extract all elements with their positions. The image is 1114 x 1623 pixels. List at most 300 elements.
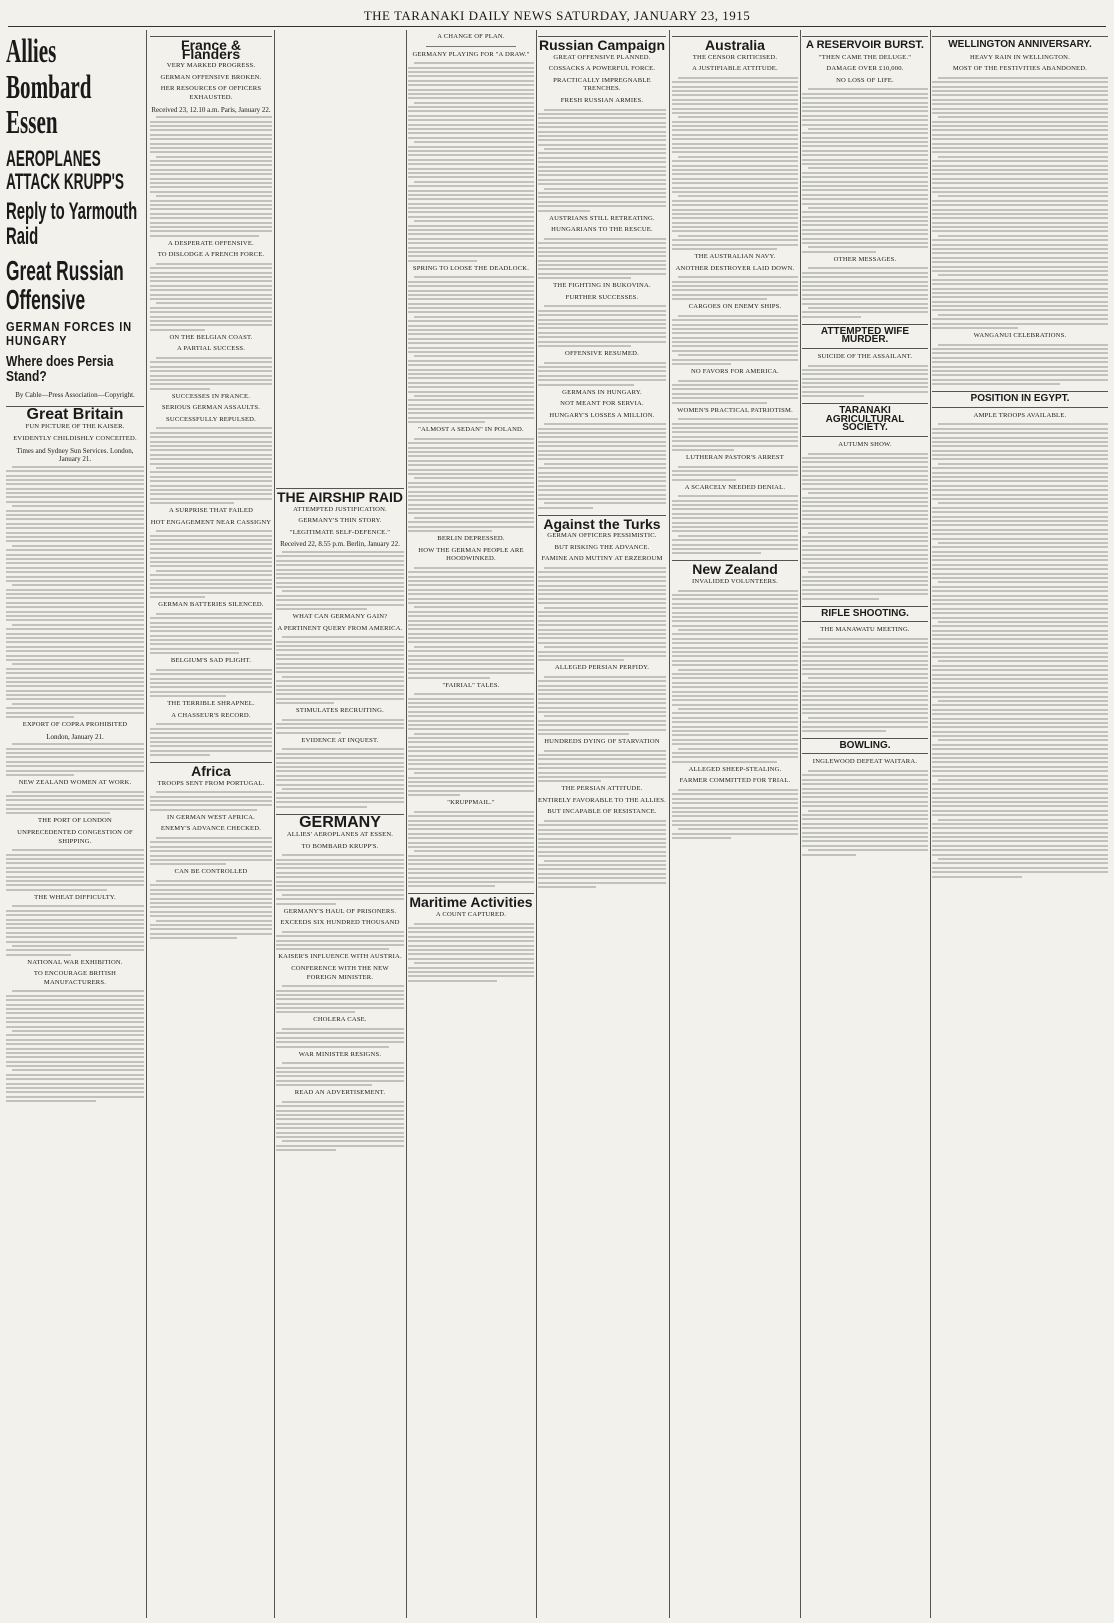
text-line <box>932 568 1108 570</box>
text-line <box>538 319 666 321</box>
subheading: IN GERMAN WEST AFRICA. <box>166 813 256 821</box>
text-line <box>932 836 1108 838</box>
text-line <box>938 77 1108 79</box>
text-line <box>538 754 666 756</box>
text-line <box>538 763 666 765</box>
text-line <box>932 270 1108 272</box>
text-line <box>408 460 534 462</box>
text-line <box>150 493 272 495</box>
text-line <box>6 532 144 534</box>
section-heading: GERMANY <box>276 814 404 828</box>
text-line <box>276 595 404 597</box>
text-line <box>6 615 144 617</box>
article-body <box>672 789 798 839</box>
text-line <box>672 603 798 605</box>
section-heading: ATTEMPTED WIFE MURDER. <box>802 324 928 349</box>
text-line <box>938 314 1108 316</box>
text-line <box>672 734 798 736</box>
text-line <box>672 695 798 697</box>
subheading: WANGANUI CELEBRATIONS. <box>973 332 1067 340</box>
text-line <box>6 668 144 670</box>
subheading: "ALMOST A SEDAN" IN POLAND. <box>418 426 524 434</box>
text-line <box>538 611 666 613</box>
subheading: CHOLERA CASE. <box>313 1016 367 1024</box>
text-line <box>802 457 928 459</box>
text-line <box>414 477 534 479</box>
text-line <box>672 500 798 502</box>
column-divider <box>536 30 537 1618</box>
text-line <box>808 717 928 719</box>
text-line <box>12 990 144 992</box>
text-line <box>150 307 272 309</box>
subheading: CAN BE CONTROLLED <box>174 868 248 876</box>
text-line <box>408 580 534 582</box>
text-line <box>932 722 1108 724</box>
text-line <box>538 152 666 154</box>
text-line <box>538 693 666 695</box>
text-line <box>538 507 593 509</box>
text-line <box>538 467 666 469</box>
text-line <box>276 881 404 883</box>
article-body <box>276 1062 404 1086</box>
text-line <box>538 255 666 257</box>
text-line <box>802 220 928 222</box>
subheading: SPRING TO LOOSE THE DEADLOCK. <box>412 264 530 272</box>
text-line <box>932 678 1108 680</box>
column-1 <box>6 30 144 1618</box>
subheading: SERIOUS GERMAN ASSAULTS. <box>161 404 261 412</box>
text-line <box>6 995 144 997</box>
text-line <box>282 931 404 933</box>
section-heading: Africa <box>150 762 272 776</box>
text-line <box>932 428 1108 430</box>
text-line <box>932 476 1108 478</box>
text-line <box>156 570 272 572</box>
article-body <box>6 849 144 891</box>
subheading: THE MANAWATU MEETING. <box>820 626 910 634</box>
text-line <box>802 792 928 794</box>
text-line <box>802 558 928 560</box>
subheading: BUT RISKING THE ADVANCE. <box>554 543 650 551</box>
text-line <box>672 730 798 732</box>
text-line <box>150 125 272 127</box>
subheading: HUNGARIANS TO THE RESCUE. <box>551 226 653 234</box>
text-line <box>12 945 144 947</box>
text-line <box>408 97 534 99</box>
text-line <box>802 651 928 653</box>
text-line <box>932 546 1108 548</box>
text-line <box>538 196 666 198</box>
text-line <box>6 1056 144 1058</box>
text-line <box>276 872 404 874</box>
text-line <box>150 289 272 291</box>
text-line <box>408 728 534 730</box>
text-line <box>408 119 534 121</box>
text-line <box>538 192 666 194</box>
text-line <box>276 560 404 562</box>
text-line <box>538 707 666 709</box>
text-line <box>932 608 1108 610</box>
text-line <box>408 499 534 501</box>
text-line <box>6 808 144 810</box>
text-line <box>672 726 798 728</box>
text-line <box>150 933 272 935</box>
text-line <box>672 160 798 162</box>
text-line <box>6 641 144 643</box>
text-line <box>408 659 534 661</box>
text-line <box>276 698 404 700</box>
text-line <box>6 884 144 886</box>
text-line <box>802 704 928 706</box>
text-line <box>802 527 928 529</box>
text-line <box>276 693 404 695</box>
text-line <box>932 143 1108 145</box>
text-line <box>150 361 272 363</box>
text-line <box>802 488 928 490</box>
text-line <box>932 529 1108 531</box>
text-line <box>6 1012 144 1014</box>
text-line <box>672 504 798 506</box>
text-line <box>408 824 534 826</box>
text-line <box>12 703 144 705</box>
text-line <box>150 445 272 447</box>
text-line <box>408 451 534 453</box>
text-line <box>408 846 534 848</box>
text-line <box>672 384 798 386</box>
text-line <box>150 186 272 188</box>
subheading: "KRUPPMAIL." <box>447 799 495 807</box>
text-line <box>408 464 534 466</box>
text-line <box>150 691 272 693</box>
text-line <box>808 128 928 130</box>
text-line <box>802 316 861 318</box>
text-line <box>6 867 144 869</box>
subheading: EVIDENCE AT INQUEST. <box>301 736 379 744</box>
text-line <box>802 668 928 670</box>
text-line <box>150 804 272 806</box>
text-line <box>276 775 404 777</box>
text-line <box>408 881 534 883</box>
text-line <box>678 669 798 671</box>
article-body <box>276 719 404 734</box>
text-line <box>282 590 404 592</box>
text-line <box>538 450 666 452</box>
text-line <box>802 801 928 803</box>
text-line <box>408 281 534 283</box>
text-line <box>276 1067 404 1069</box>
text-line <box>672 508 798 510</box>
text-line <box>672 686 798 688</box>
text-line <box>276 599 404 601</box>
text-line <box>6 602 144 604</box>
text-line <box>672 530 798 532</box>
text-line <box>6 558 144 560</box>
text-line <box>6 650 144 652</box>
text-line <box>932 735 1108 737</box>
text-line <box>408 584 534 586</box>
text-line <box>938 274 1108 276</box>
text-line <box>282 1028 404 1030</box>
text-line <box>672 440 798 442</box>
text-line <box>6 1004 144 1006</box>
text-line <box>408 633 534 635</box>
text-line <box>150 855 272 857</box>
text-line <box>672 513 798 515</box>
text-line <box>932 770 1108 772</box>
text-line <box>932 652 1108 654</box>
text-line <box>408 137 534 139</box>
text-line <box>932 266 1108 268</box>
text-line <box>408 785 534 787</box>
text-line <box>150 859 272 861</box>
text-line <box>408 75 534 77</box>
text-line <box>150 652 239 654</box>
text-line <box>538 441 666 443</box>
text-line <box>802 276 928 278</box>
text-line <box>802 115 928 117</box>
text-line <box>932 151 1108 153</box>
column-4 <box>408 30 534 1618</box>
text-line <box>408 290 534 292</box>
text-line <box>802 589 928 591</box>
text-line <box>150 213 272 215</box>
text-line <box>150 379 272 381</box>
text-line <box>276 1080 404 1082</box>
text-line <box>12 849 144 851</box>
text-line <box>802 466 928 468</box>
text-line <box>276 766 404 768</box>
subheading: WHAT CAN GERMANY GAIN? <box>292 613 388 621</box>
text-line <box>150 489 272 491</box>
text-line <box>808 207 928 209</box>
text-line <box>6 685 144 687</box>
text-line <box>802 721 928 723</box>
text-line <box>538 851 666 853</box>
text-line <box>538 620 666 622</box>
text-line <box>276 1011 355 1013</box>
text-line <box>408 602 534 604</box>
text-line <box>538 436 666 438</box>
text-line <box>408 936 534 938</box>
text-line <box>544 238 666 240</box>
text-line <box>6 619 144 621</box>
text-line <box>802 229 928 231</box>
text-line <box>802 281 928 283</box>
text-line <box>808 849 928 851</box>
text-line <box>6 510 144 512</box>
text-line <box>276 1007 404 1009</box>
article-body <box>276 551 404 610</box>
text-line <box>802 479 928 481</box>
text-line <box>672 431 798 433</box>
column-8 <box>932 30 1108 1618</box>
text-line <box>276 608 367 610</box>
text-line <box>672 743 798 745</box>
text-line <box>938 235 1108 237</box>
text-line <box>802 391 928 393</box>
text-line <box>156 263 272 265</box>
text-line <box>408 637 534 639</box>
text-line <box>156 116 272 118</box>
text-line <box>672 147 798 149</box>
text-line <box>932 871 1108 873</box>
text-line <box>408 150 534 152</box>
text-line <box>150 208 272 210</box>
text-line <box>282 551 404 553</box>
text-line <box>802 483 928 485</box>
text-line <box>538 651 666 653</box>
text-line <box>538 780 601 782</box>
text-line <box>932 643 1108 645</box>
text-line <box>408 628 534 630</box>
text-line <box>276 863 404 865</box>
text-line <box>6 1008 144 1010</box>
text-line <box>672 345 798 347</box>
article-body <box>672 495 798 554</box>
text-line <box>932 595 1108 597</box>
text-line <box>544 646 666 648</box>
text-line <box>408 71 534 73</box>
text-line <box>538 345 631 347</box>
text-line <box>672 517 798 519</box>
text-line <box>408 668 534 670</box>
text-line <box>150 134 272 136</box>
text-line <box>544 567 666 569</box>
text-line <box>6 518 144 520</box>
text-line <box>6 496 144 498</box>
text-line <box>414 772 534 774</box>
text-line <box>672 682 798 684</box>
text-line <box>932 485 1108 487</box>
text-line <box>156 156 272 158</box>
subheading: SUICIDE OF THE ASSAILANT. <box>817 352 913 360</box>
text-line <box>150 579 272 581</box>
text-line <box>150 449 272 451</box>
article-body <box>276 985 404 1013</box>
text-line <box>802 854 856 856</box>
text-line <box>538 341 666 343</box>
text-line <box>672 474 798 476</box>
text-line <box>802 110 928 112</box>
text-line <box>408 399 534 401</box>
text-line <box>802 198 928 200</box>
subheading: A PARTIAL SUCCESS. <box>176 345 246 353</box>
text-line <box>6 919 144 921</box>
text-line <box>6 514 144 516</box>
text-line <box>672 449 734 451</box>
text-line <box>408 702 534 704</box>
text-line <box>802 154 928 156</box>
text-line <box>672 393 798 395</box>
text-line <box>802 141 928 143</box>
text-line <box>150 173 272 175</box>
text-line <box>802 216 928 218</box>
text-line <box>150 850 272 852</box>
text-line <box>672 798 798 800</box>
text-line <box>932 252 1108 254</box>
text-line <box>808 492 928 494</box>
column-6 <box>672 30 798 1618</box>
text-line <box>538 589 666 591</box>
text-line <box>408 417 534 419</box>
text-line <box>414 606 534 608</box>
text-line <box>932 230 1108 232</box>
text-line <box>408 741 534 743</box>
text-line <box>408 837 534 839</box>
text-line <box>802 181 928 183</box>
subheading: LUTHERAN PASTOR'S ARREST <box>686 453 784 461</box>
subheading: A PERTINENT QUERY FROM AMERICA. <box>277 624 403 632</box>
text-line <box>932 744 1108 746</box>
text-line <box>6 540 144 542</box>
text-line <box>408 342 534 344</box>
text-line <box>6 1100 96 1102</box>
text-line <box>538 571 666 573</box>
text-line <box>932 441 1108 443</box>
text-line <box>802 172 928 174</box>
text-line <box>150 169 272 171</box>
text-line <box>932 121 1108 123</box>
text-line <box>276 994 404 996</box>
text-line <box>408 589 534 591</box>
text-line <box>672 445 798 447</box>
text-line <box>544 860 666 862</box>
text-line <box>678 276 798 278</box>
article-body <box>408 923 534 982</box>
text-line <box>938 502 1108 504</box>
text-line <box>408 320 534 322</box>
text-line <box>414 395 534 397</box>
text-line <box>672 337 798 339</box>
article-body <box>6 905 144 955</box>
text-line <box>276 859 404 861</box>
text-line <box>408 495 534 497</box>
article-body <box>538 238 666 280</box>
text-line <box>678 315 798 317</box>
text-line <box>408 872 534 874</box>
subheading: HUNDREDS DYING OF STARVATION <box>544 737 660 745</box>
text-line <box>932 665 1108 667</box>
text-line <box>538 698 666 700</box>
text-line <box>802 695 928 697</box>
text-line <box>538 580 666 582</box>
text-line <box>932 559 1108 561</box>
article-body <box>6 743 144 776</box>
text-line <box>538 729 666 731</box>
text-line <box>408 473 534 475</box>
text-line <box>414 62 534 64</box>
text-line <box>276 797 404 799</box>
text-line <box>150 639 272 641</box>
text-line <box>538 733 629 735</box>
article-body <box>150 880 272 939</box>
text-line <box>802 576 928 578</box>
article-body <box>538 750 666 783</box>
subheading: A SCARCELY NEEDED DENIAL. <box>684 483 786 491</box>
text-line <box>932 810 1108 812</box>
text-line <box>544 423 666 425</box>
text-line <box>678 235 798 237</box>
text-line <box>6 795 144 797</box>
text-line <box>808 571 928 573</box>
text-line <box>408 521 534 523</box>
column-2 <box>150 30 272 1618</box>
text-line <box>672 802 798 804</box>
text-line <box>408 706 534 708</box>
text-line <box>932 625 1108 627</box>
text-line <box>802 523 928 525</box>
subheading: MOST OF THE FESTIVITIES ABANDONED. <box>952 65 1088 73</box>
